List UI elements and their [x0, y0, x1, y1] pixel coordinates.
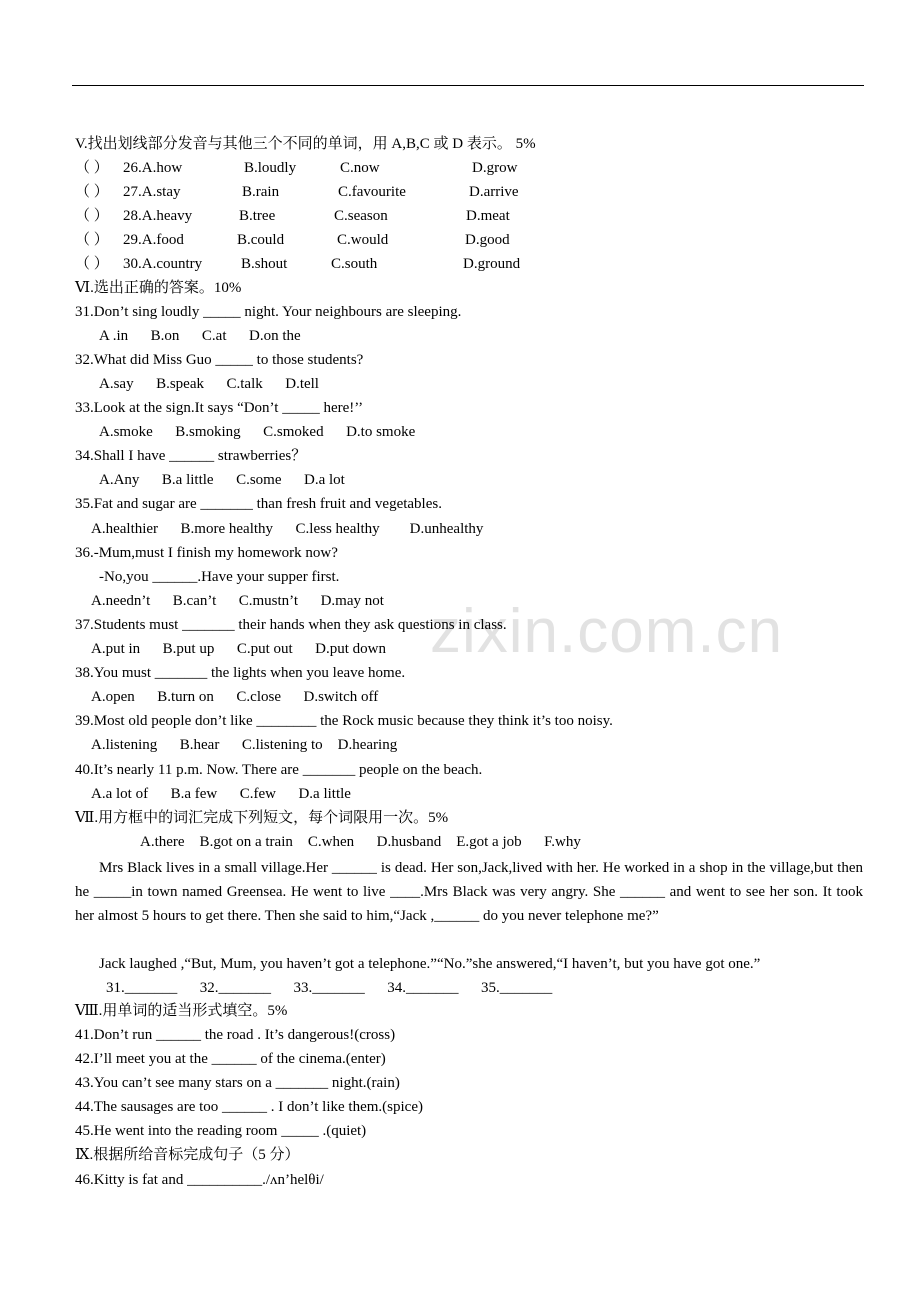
question-36-reply: -No,you ______.Have your supper first.	[99, 569, 340, 585]
section-9-heading: Ⅸ.根据所给音标完成句子（5 分）	[75, 1147, 300, 1163]
option-b: B.shout	[241, 256, 288, 272]
question-36: 36.-Mum,must I finish my homework now?	[75, 545, 338, 561]
option-a: 30.A.country	[123, 256, 203, 272]
question-31: 31.Don’t sing loudly _____ night. Your neighbours are sleeping.	[75, 304, 462, 320]
option-a: 27.A.stay	[123, 184, 181, 200]
option-d: D.arrive	[469, 184, 519, 200]
question-40-options: A.a lot of B.a few C.few D.a little	[91, 786, 351, 802]
section-5-heading: V.找出划线部分发音与其他三个不同的单词，用 A,B,C 或 D 表示。 5%	[75, 136, 536, 152]
section-8-heading: Ⅷ.用单词的适当形式填空。5%	[75, 1003, 288, 1019]
question-39: 39.Most old people don’t like ________ the Rock music because they think it’s too noisy.	[75, 713, 613, 729]
question-34: 34.Shall I have ______ strawberries？	[75, 448, 307, 464]
question-33-options: A.smoke B.smoking C.smoked D.to smoke	[99, 424, 416, 440]
cloze-paragraph-1: Mrs Black lives in a small village.Her ______ is dead. Her son,Jack,lived with her. He worked in a shop in the village,but then he _____in town named Greensea. He went to live ____.Mrs Black was very angry. She ______ and went to see her son. It took her almost 5 hours to get there. Then she said to him,“Jack ,______ do you never telephone me?”	[75, 860, 863, 924]
question-38: 38.You must _______ the lights when you leave home.	[75, 665, 406, 681]
question-39-options: A.listening B.hear C.listening to D.hearing	[91, 737, 398, 753]
option-c: C.would	[337, 232, 389, 248]
question-32: 32.What did Miss Guo _____ to those students?	[75, 352, 364, 368]
option-d: D.grow	[472, 160, 518, 176]
option-b: B.could	[237, 232, 285, 248]
question-43: 43.You can’t see many stars on a _______ night.(rain)	[75, 1075, 400, 1091]
cloze-answer-blanks: 31._______ 32._______ 33._______ 34._______ 35._______	[106, 980, 553, 996]
question-38-options: A.open B.turn on C.close D.switch off	[91, 689, 379, 705]
answer-bracket: （ ）	[75, 160, 109, 176]
top-rule	[72, 85, 864, 86]
option-b: B.loudly	[244, 160, 297, 176]
question-44: 44.The sausages are too ______ . I don’t like them.(spice)	[75, 1099, 423, 1115]
question-35: 35.Fat and sugar are _______ than fresh fruit and vegetables.	[75, 496, 442, 512]
section-6-heading: Ⅵ.选出正确的答案。10%	[75, 280, 242, 296]
answer-bracket: （ ）	[75, 184, 109, 200]
option-c: C.south	[331, 256, 378, 272]
question-34-options: A.Any B.a little C.some D.a lot	[99, 472, 345, 488]
option-d: D.ground	[463, 256, 521, 272]
question-31-options: A .in B.on C.at D.on the	[99, 328, 301, 344]
watermark: zixin.com.cn	[430, 597, 784, 666]
question-37: 37.Students must _______ their hands when they ask questions in class.	[75, 617, 507, 633]
question-42: 42.I’ll meet you at the ______ of the cinema.(enter)	[75, 1051, 386, 1067]
question-46: 46.Kitty is fat and __________./ʌn’helθi/	[75, 1172, 324, 1188]
option-c: C.favourite	[338, 184, 406, 200]
cloze-paragraph-2: Jack laughed ,“But, Mum, you haven’t got a telephone.”“No.”she answered,“I haven’t, but you have got one.”	[99, 956, 761, 972]
option-a: 29.A.food	[123, 232, 184, 248]
question-33: 33.Look at the sign.It says “Don’t _____ here!’’	[75, 400, 364, 416]
word-box: A.there B.got on a train C.when D.husband E.got a job F.why	[140, 834, 581, 850]
answer-bracket: （ ）	[75, 256, 109, 272]
question-37-options: A.put in B.put up C.put out D.put down	[91, 641, 387, 657]
question-40: 40.It’s nearly 11 p.m. Now. There are _______ people on the beach.	[75, 762, 483, 778]
question-41: 41.Don’t run ______ the road . It’s dangerous!(cross)	[75, 1027, 396, 1043]
option-c: C.now	[340, 160, 380, 176]
question-32-options: A.say B.speak C.talk D.tell	[99, 376, 319, 392]
question-36-options: A.needn’t B.can’t C.mustn’t D.may not	[91, 593, 384, 609]
question-45: 45.He went into the reading room _____ .(quiet)	[75, 1123, 367, 1139]
option-d: D.good	[465, 232, 510, 248]
question-35-options: A.healthier B.more healthy C.less healthy D.unhealthy	[91, 521, 484, 537]
option-b: B.rain	[242, 184, 280, 200]
option-a: 26.A.how	[123, 160, 183, 176]
option-a: 28.A.heavy	[123, 208, 193, 224]
option-b: B.tree	[239, 208, 276, 224]
answer-bracket: （ ）	[75, 208, 109, 224]
section-7-heading: Ⅶ.用方框中的词汇完成下列短文，每个词限用一次。5%	[75, 810, 449, 826]
option-c: C.season	[334, 208, 388, 224]
answer-bracket: （ ）	[75, 232, 109, 248]
option-d: D.meat	[466, 208, 510, 224]
